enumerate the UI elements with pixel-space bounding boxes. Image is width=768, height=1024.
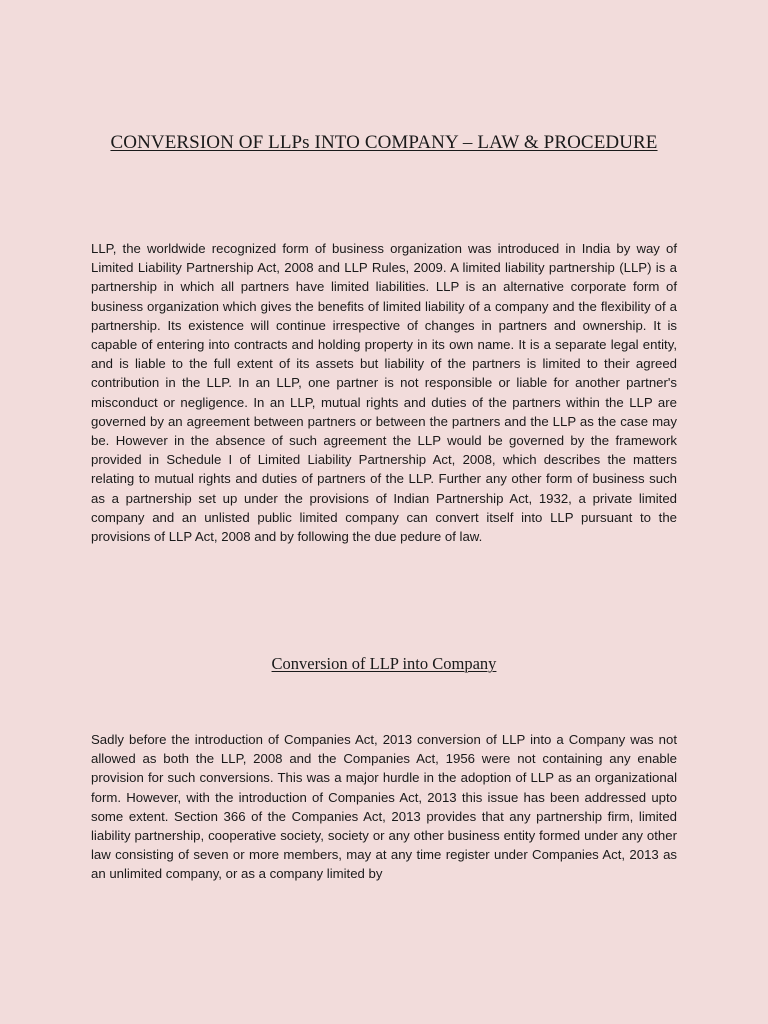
document-title: CONVERSION OF LLPs INTO COMPANY – LAW & PROCEDURE xyxy=(110,132,658,153)
section-heading: Conversion of LLP into Company xyxy=(271,654,497,673)
section-paragraph: Sadly before the introduction of Companies Act, 2013 conversion of LLP into a Company was not allowed as both the LLP, 2008 and the Companies Act, 1956 were not containing any enable provision for such conversions. This was a major hurdle in the adoption of LLP as an organizational form. However, with the introduction of Companies Act, 2013 this issue has been addressed upto some extent. Section 366 of the Companies Act, 2013 provides that any partnership firm, limited liability partnership, cooperative society, society or any other business entity formed under any other law consisting of seven or more members, may at any time register under Companies Act, 2013 as an unlimited company, or as a company limited by xyxy=(91,732,677,882)
intro-paragraph: LLP, the worldwide recognized form of business organization was introduced in India by way of Limited Liability Partnership Act, 2008 and LLP Rules, 2009. A limited liability partnership (LLP) is a partnership in which all partners have limited liabilities. LLP is an alternative corporate form of business organization which gives the benefits of limited liability of a company and the flexibility of a partnership. Its existence will continue irrespective of changes in partners and ownership. It is capable of entering into contracts and holding property in its own name. It is a separate legal entity, and is liable to the full extent of its assets but liability of the partners is limited to their agreed contribution in the LLP. In an LLP, one partner is not responsible or liable for another partner's misconduct or negligence. In an LLP, mutual rights and duties of the partners within the LLP are governed by an agreement between partners or between the partners and the LLP as the case may be. However in the absence of such agreement the LLP would be governed by the framework provided in Schedule I of Limited Liability Partnership Act, 2008, which describes the matters relating to mutual rights and duties of partners of the LLP. Further any other form of business such as a partnership set up under the provisions of Indian Partnership Act, 1932, a private limited company and an unlisted public limited company can convert itself into LLP pursuant to the provisions of LLP Act, 2008 and by following the due pedure of law. xyxy=(91,241,677,545)
